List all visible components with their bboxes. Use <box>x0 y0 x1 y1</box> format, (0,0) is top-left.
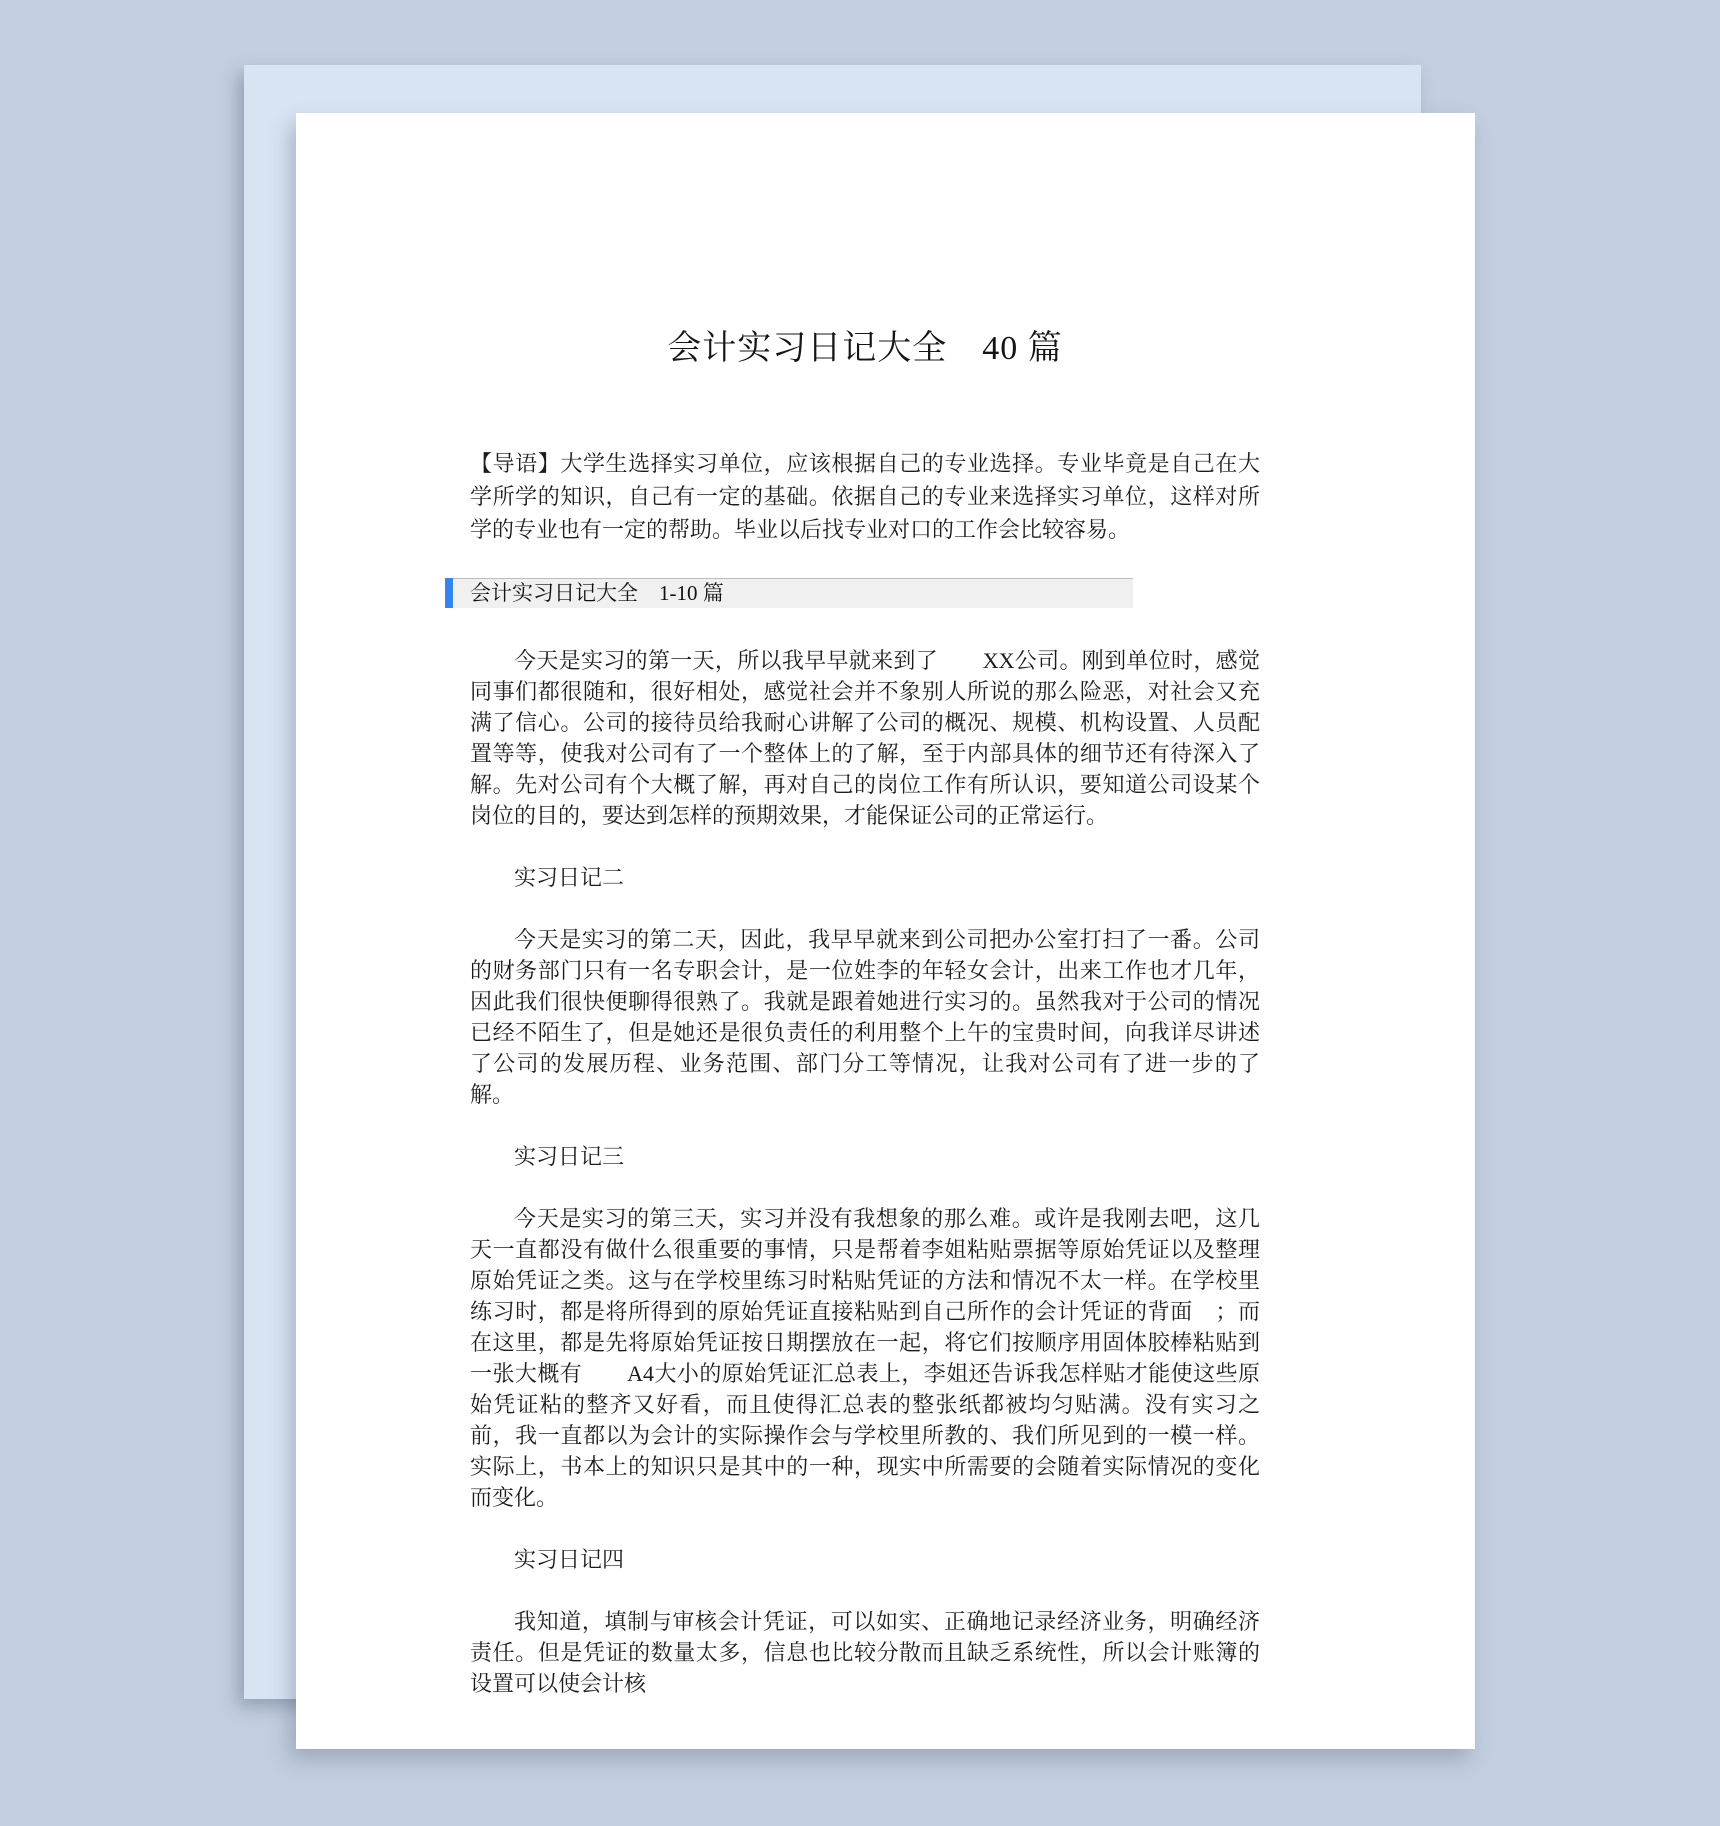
section-header-bar <box>445 578 1133 608</box>
diary-heading: 实习日记三 <box>514 1144 625 1169</box>
section-accent-bar <box>445 578 453 608</box>
document-page <box>296 113 1475 1749</box>
diary-paragraph: 今天是实习的第二天，因此，我早早就来到公司把办公室打扫了一番。公司的财务部门只有一名专职会计，是一位姓李的年轻女会计，出来工作也才几年，因此我们很快便聊得很熟了。我就是跟着她进行实习的。虽然我对于公司的情况已经不陌生了，但是她还是很负责任的利用整个上午的宝贵时间，向我详尽讲述了公司的发展历程、业务范围、部门分工等情况，让我对公司有了进一步的了解。 <box>470 927 1260 1107</box>
diary-paragraph: 今天是实习的第三天，实习并没有我想象的那么难。或许是我刚去吧，这几天一直都没有做什么很重要的事情，只是帮着李姐粘贴票据等原始凭证以及整理原始凭证之类。这与在学校里练习时粘贴凭证的方法和情况不太一样。在学校里练习时，都是将所得到的原始凭证直接粘贴到自己所作的会计凭证的背面 ；而在这里，都是先将原始凭证按日期摆放在一起，将它们按顺序用固体胶棒粘贴到一张大概有 A4大小的原始凭证汇总表上，李姐还告诉我怎样贴才能使这些原始凭证粘的整齐又好看，而且使得汇总表的整张纸都被均匀贴满。没有实习之前，我一直都以为会计的实际操作会与学校里所教的、我们所见到的一模一样。实际上，书本上的知识只是其中的一种，现实中所需要的会随着实际情况的变化而变化。 <box>470 1206 1260 1510</box>
document-body <box>470 645 1260 1699</box>
diary-paragraph: 今天是实习的第一天，所以我早早就来到了 XX公司。刚到单位时，感觉同事们都很随和，很好相处，感觉社会并不象别人所说的那么险恶，对社会又充满了信心。公司的接待员给我耐心讲解了公司的概况、规模、机构设置、人员配置等等，使我对公司有了一个整体上的了解，至于内部具体的细节还有待深入了解。先对公司有个大概了解，再对自己的岗位工作有所认识，要知道公司设某个岗位的目的，要达到怎样的预期效果，才能保证公司的正常运行。 <box>470 648 1260 828</box>
diary-paragraph: 我知道，填制与审核会计凭证，可以如实、正确地记录经济业务，明确经济责任。但是凭证的数量太多，信息也比较分散而且缺乏系统性，所以会计账簿的设置可以使会计核 <box>470 1609 1260 1696</box>
document-title: 会计实习日记大全 40 篇 <box>667 330 1063 367</box>
diary-heading: 实习日记二 <box>514 865 625 890</box>
intro-paragraph: 【导语】大学生选择实习单位，应该根据自己的专业选择。专业毕竟是自己在大学所学的知识，自己有一定的基础。依据自己的专业来选择实习单位，这样对所学的专业也有一定的帮助。毕业以后找专业对口的工作会比较容易。 <box>470 451 1260 542</box>
diary-heading: 实习日记四 <box>514 1547 625 1572</box>
document-content <box>470 329 1260 1699</box>
section-header-label: 会计实习日记大全 1-10 篇 <box>453 578 1133 608</box>
